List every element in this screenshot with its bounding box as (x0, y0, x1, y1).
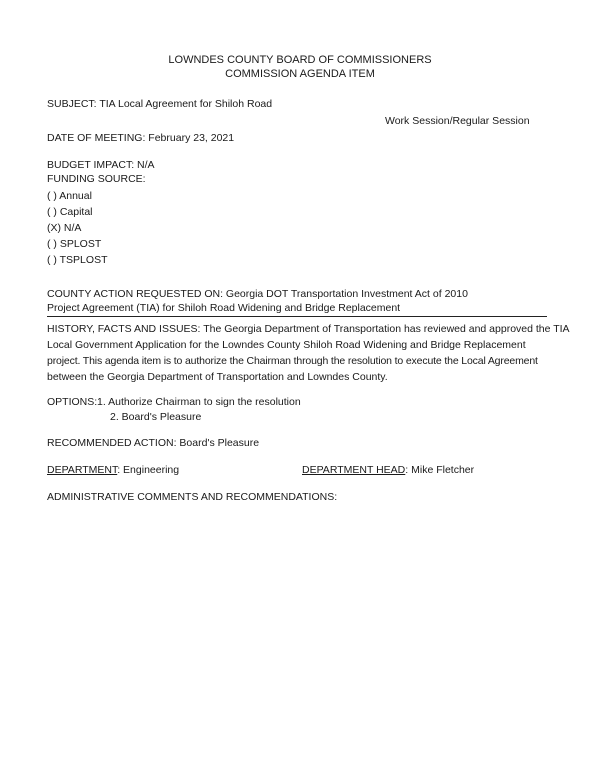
header-subtitle: COMMISSION AGENDA ITEM (225, 68, 375, 80)
county-action-line2: Project Agreement (TIA) for Shiloh Road Widening and Bridge Replacement (47, 302, 401, 314)
department-head-label: DEPARTMENT HEAD (302, 464, 406, 476)
options-label: OPTIONS: (47, 396, 98, 408)
county-action-line1: COUNTY ACTION REQUESTED ON: Georgia DOT Transportation Investment Act of 2010 (47, 288, 468, 300)
admin-comments-label: ADMINISTRATIVE COMMENTS AND RECOMMENDATIONS: (47, 491, 338, 503)
history-line3: project. This agenda item is to authorize the Chairman through the resolution to execute the Local Agreement (47, 355, 538, 367)
option-item-2: 2. Board's Pleasure (110, 411, 202, 423)
subject-line: SUBJECT: TIA Local Agreement for Shiloh Road (47, 98, 273, 110)
history-line4: between the Georgia Department of Transportation and Lowndes County. (47, 371, 388, 383)
funding-option-tsplost: ( ) TSPLOST (47, 254, 108, 266)
department-value: : Engineering (117, 464, 180, 476)
session-type: Work Session/Regular Session (385, 115, 530, 127)
department-head-value: : Mike Fletcher (405, 464, 475, 476)
budget-impact: BUDGET IMPACT: N/A (47, 159, 155, 171)
recommended-action: RECOMMENDED ACTION: Board's Pleasure (47, 437, 260, 449)
section-divider (47, 316, 547, 317)
option-item-1: 1. Authorize Chairman to sign the resolution (97, 396, 301, 408)
history-line2: Local Government Application for the Lowndes County Shiloh Road Widening and Bridge Replacement (47, 339, 526, 351)
date-of-meeting: DATE OF MEETING: February 23, 2021 (47, 132, 235, 144)
funding-option-na: (X) N/A (47, 222, 82, 234)
funding-option-annual: ( ) Annual (47, 190, 92, 202)
funding-option-splost: ( ) SPLOST (47, 238, 102, 250)
department-field (47, 463, 179, 477)
header-title: LOWNDES COUNTY BOARD OF COMMISSIONERS (168, 54, 432, 66)
history-line1: HISTORY, FACTS AND ISSUES: The Georgia Department of Transportation has reviewed and approved the TIA (47, 323, 570, 335)
department-label: DEPARTMENT (47, 464, 118, 476)
funding-option-capital: ( ) Capital (47, 206, 93, 218)
department-head-field (302, 463, 474, 477)
funding-source-label: FUNDING SOURCE: (47, 173, 146, 185)
